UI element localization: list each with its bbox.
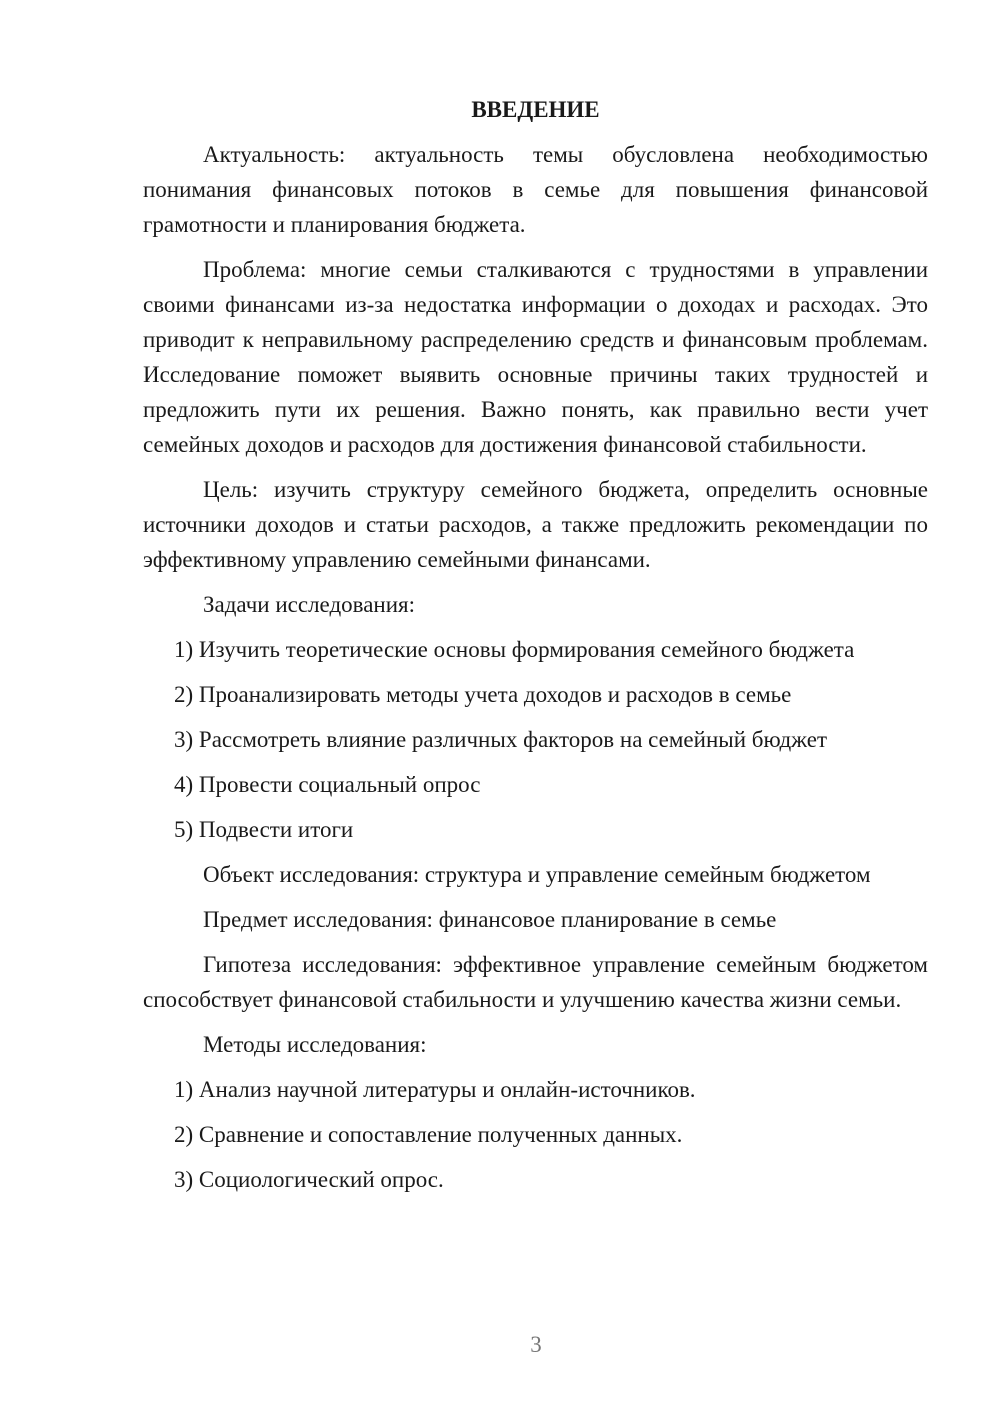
subject-paragraph: Предмет исследования: финансовое планирование в семье <box>203 907 777 932</box>
tasks-list <box>143 632 928 847</box>
list-item: 2) Сравнение и сопоставление полученных данных. <box>174 1122 683 1147</box>
list-item: 4) Провести социальный опрос <box>174 772 481 797</box>
list-item: 2) Проанализировать методы учета доходов и расходов в семье <box>174 682 792 707</box>
list-item: 1) Анализ научной литературы и онлайн-источников. <box>174 1077 696 1102</box>
list-item: 3) Социологический опрос. <box>174 1167 444 1192</box>
goal-paragraph: Цель: изучить структуру семейного бюджета, определить основные источники доходов и статьи расходов, а также предложить рекомендации по эффективному управлению семейными финансами. <box>143 477 928 572</box>
methods-heading: Методы исследования: <box>203 1032 427 1057</box>
relevance-paragraph: Актуальность: актуальность темы обусловлена необходимостью понимания финансовых потоков в семье для повышения финансовой грамотности и планирования бюджета. <box>143 142 928 237</box>
page-title: ВВЕДЕНИЕ <box>471 97 600 122</box>
tasks-heading: Задачи исследования: <box>203 592 416 617</box>
document-page <box>143 92 928 1207</box>
hypothesis-paragraph: Гипотеза исследования: эффективное управление семейным бюджетом способствует финансовой стабильности и улучшению качества жизни семьи. <box>143 952 928 1012</box>
list-item: 5) Подвести итоги <box>174 817 354 842</box>
problem-paragraph: Проблема: многие семьи сталкиваются с трудностями в управлении своими финансами из-за недостатка информации о доходах и расходах. Это приводит к неправильному распределению средств и финансовым проблемам. Исследование поможет выявить основные причины таких трудностей и предложить пути их решения. Важно понять, как правильно вести учет семейных доходов и расходов для достижения финансовой стабильности. <box>143 257 928 457</box>
page-number: 3 <box>530 1332 542 1357</box>
methods-list <box>143 1072 928 1197</box>
list-item: 1) Изучить теоретические основы формирования семейного бюджета <box>174 637 855 662</box>
object-paragraph: Объект исследования: структура и управление семейным бюджетом <box>203 862 871 887</box>
list-item: 3) Рассмотреть влияние различных факторов на семейный бюджет <box>174 727 828 752</box>
